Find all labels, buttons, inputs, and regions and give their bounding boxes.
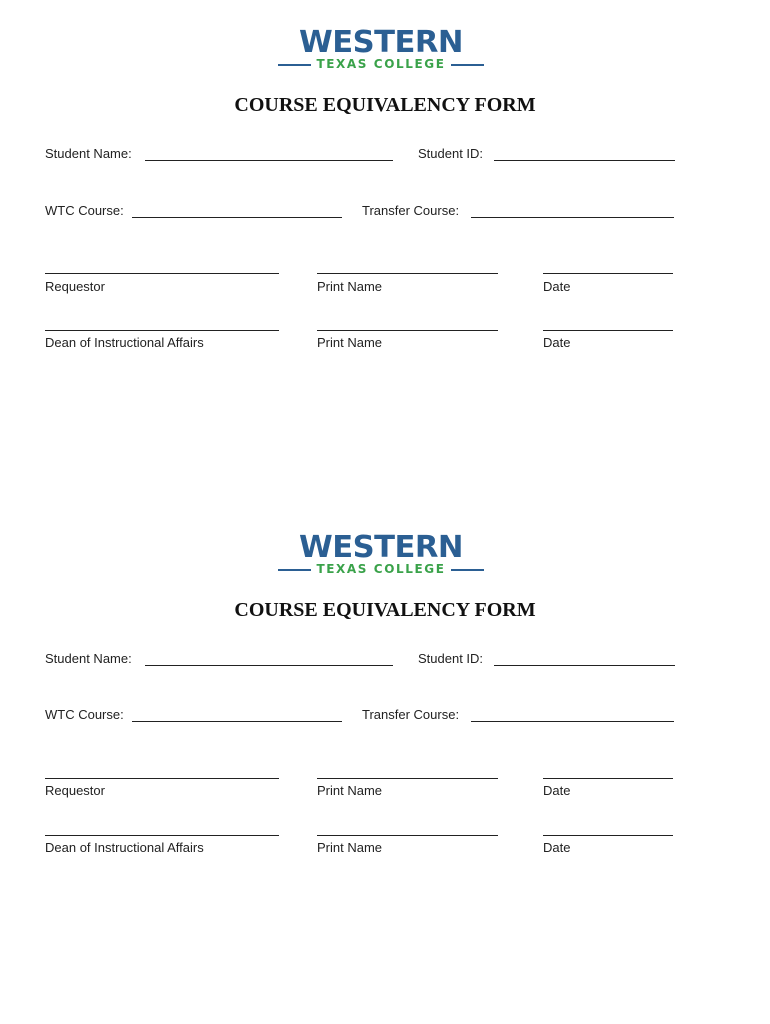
dean-date-line[interactable] [543, 330, 673, 331]
date-label: Date [543, 335, 571, 350]
form-title: COURSE EQUIVALENCY FORM [234, 94, 536, 116]
student-name-label: Student Name: [45, 146, 132, 161]
transfer-course-label: Transfer Course: [362, 707, 460, 722]
logo-rule-right [451, 569, 484, 571]
requestor-signature-line[interactable] [45, 778, 279, 779]
dean-signature-line[interactable] [45, 330, 279, 331]
date-label: Date [543, 783, 571, 798]
student-id-field[interactable] [494, 665, 675, 666]
student-id-label: Student ID: [418, 146, 484, 161]
dean-date-line[interactable] [543, 835, 673, 836]
print-name-label: Print Name [317, 840, 383, 855]
form-title: COURSE EQUIVALENCY FORM [234, 599, 536, 621]
wtc-course-field[interactable] [132, 721, 342, 722]
dean-print-name-line[interactable] [317, 330, 498, 331]
logo-sub-text: TEXAS COLLEGE [316, 57, 446, 71]
requestor-signature-line[interactable] [45, 273, 279, 274]
requestor-print-name-line[interactable] [317, 273, 498, 274]
dean-print-name-line[interactable] [317, 835, 498, 836]
student-id-label: Student ID: [418, 651, 484, 666]
dean-label: Dean of Instructional Affairs [45, 335, 204, 350]
requestor-label: Requestor [45, 279, 105, 294]
logo-subtitle [276, 562, 486, 576]
requestor-label: Requestor [45, 783, 105, 798]
wtc-course-label: WTC Course: [45, 707, 124, 722]
date-label: Date [543, 840, 571, 855]
western-texas-college-logo [276, 530, 486, 579]
logo-main-text: WESTERN [298, 530, 464, 565]
student-id-field[interactable] [494, 160, 675, 161]
transfer-course-field[interactable] [471, 721, 674, 722]
logo-subtitle [276, 57, 486, 71]
transfer-course-field[interactable] [471, 217, 674, 218]
student-name-field[interactable] [145, 160, 393, 161]
logo-rule-left [278, 64, 311, 66]
student-name-field[interactable] [145, 665, 393, 666]
logo-rule-left [278, 569, 311, 571]
transfer-course-label: Transfer Course: [362, 203, 460, 218]
course-equivalency-form-top [0, 0, 770, 505]
requestor-date-line[interactable] [543, 778, 673, 779]
logo-sub-text: TEXAS COLLEGE [316, 562, 446, 576]
logo-rule-right [451, 64, 484, 66]
print-name-label: Print Name [317, 335, 383, 350]
course-equivalency-form-bottom [0, 505, 770, 1010]
date-label: Date [543, 279, 571, 294]
wtc-course-label: WTC Course: [45, 203, 124, 218]
print-name-label: Print Name [317, 783, 383, 798]
student-name-label: Student Name: [45, 651, 132, 666]
dean-label: Dean of Instructional Affairs [45, 840, 204, 855]
requestor-print-name-line[interactable] [317, 778, 498, 779]
wtc-course-field[interactable] [132, 217, 342, 218]
logo-main-text: WESTERN [298, 25, 464, 60]
requestor-date-line[interactable] [543, 273, 673, 274]
western-texas-college-logo [276, 25, 486, 74]
print-name-label: Print Name [317, 279, 383, 294]
dean-signature-line[interactable] [45, 835, 279, 836]
